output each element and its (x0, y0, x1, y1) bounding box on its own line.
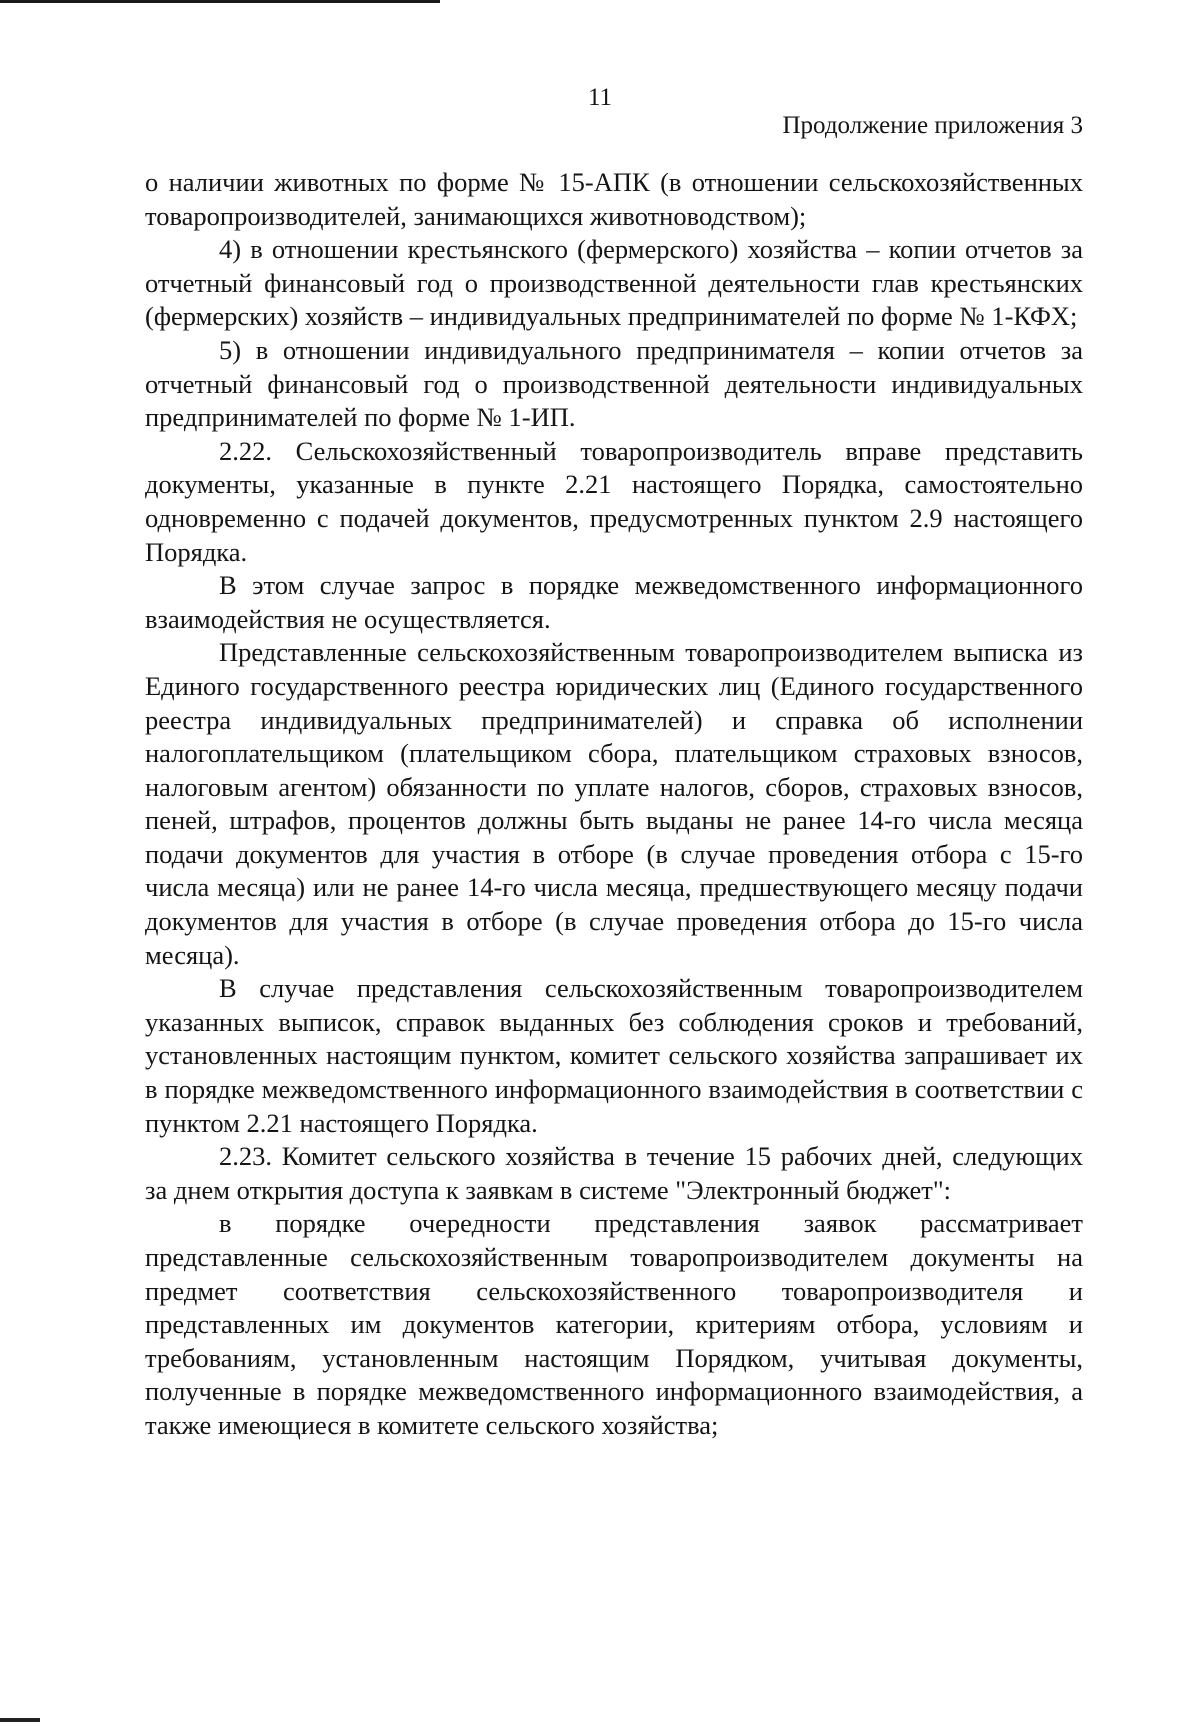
paragraph-2-23: 2.23. Комитет сельского хозяйства в течение 15 рабочих дней, следующих за днем открытия доступа к заявкам в системе "Электронный бюджет": (145, 1141, 1083, 1205)
paragraph-review-order: в порядке очередности представления заявок рассматривает представленные сельскохозяйственным товаропроизводителем документы на предмет соответствия сельскохозяйственного товаропроизводителя и представленных им документов категории, критериям отбора, условиям и требованиям, установленным настоящим Порядком, учитывая документы, полученные в порядке межведомственного информационного взаимодействия, а также имеющиеся в комитете сельского хозяйства; (145, 1208, 1083, 1440)
paragraph-no-request: В этом случае запрос в порядке межведомственного информационного взаимодействия не осуществляется. (145, 570, 1083, 634)
appendix-continuation-note: Продолжение приложения 3 (782, 112, 1083, 139)
page-number: 11 (587, 84, 613, 111)
scan-edge-top (0, 0, 440, 3)
scan-edge-left (0, 1718, 40, 1722)
paragraph-continuation: о наличии животных по форме № 15-АПК (в отношении сельскохозяйственных товаропроизводителей, занимающихся животноводством); (145, 167, 1083, 231)
document-body (145, 166, 1083, 1443)
paragraph-item-4: 4) в отношении крестьянского (фермерского) хозяйства – копии отчетов за отчетный финансовый год о производственной деятельности глав крестьянских (фермерских) хозяйств – индивидуальных предпринимателей по форме № 1-КФХ; (145, 234, 1083, 332)
paragraph-item-5: 5) в отношении индивидуального предпринимателя – копии отчетов за отчетный финансовый год о производственной деятельности индивидуальных предпринимателей по форме № 1-ИП. (145, 334, 1083, 433)
paragraph-extracts-validity: Представленные сельскохозяйственным товаропроизводителем выписка из Единого государственного реестра юридических лиц (Единого государственного реестра индивидуальных предпринимателей) и справка об исполнении налогоплательщиком (плательщиком сбора, плательщиком страховых взносов, налоговым агентом) обязанности по уплате налогов, сборов, страховых взносов, пеней, штрафов, процентов должны быть выданы не ранее 14-го числа месяца подачи документов для участия в отборе (в случае проведения отбора с 15-го числа месяца) или не ранее 14-го числа месяца, предшествующего месяцу подачи документов для участия в отборе (в случае проведения отбора до 15-го числа месяца). (145, 637, 1083, 970)
paragraph-noncompliance: В случае представления сельскохозяйственным товаропроизводителем указанных выписок, справок выданных без соблюдения сроков и требований, установленных настоящим пунктом, комитет сельского хозяйства запрашивает их в порядке межведомственного информационного взаимодействия в соответствии с пунктом 2.21 настоящего Порядка. (145, 973, 1083, 1138)
paragraph-2-22: 2.22. Сельскохозяйственный товаропроизводитель вправе представить документы, указанные в пункте 2.21 настоящего Порядка, самостоятельно одновременно с подачей документов, предусмотренных пунктом 2.9 настоящего Порядка. (145, 435, 1083, 567)
